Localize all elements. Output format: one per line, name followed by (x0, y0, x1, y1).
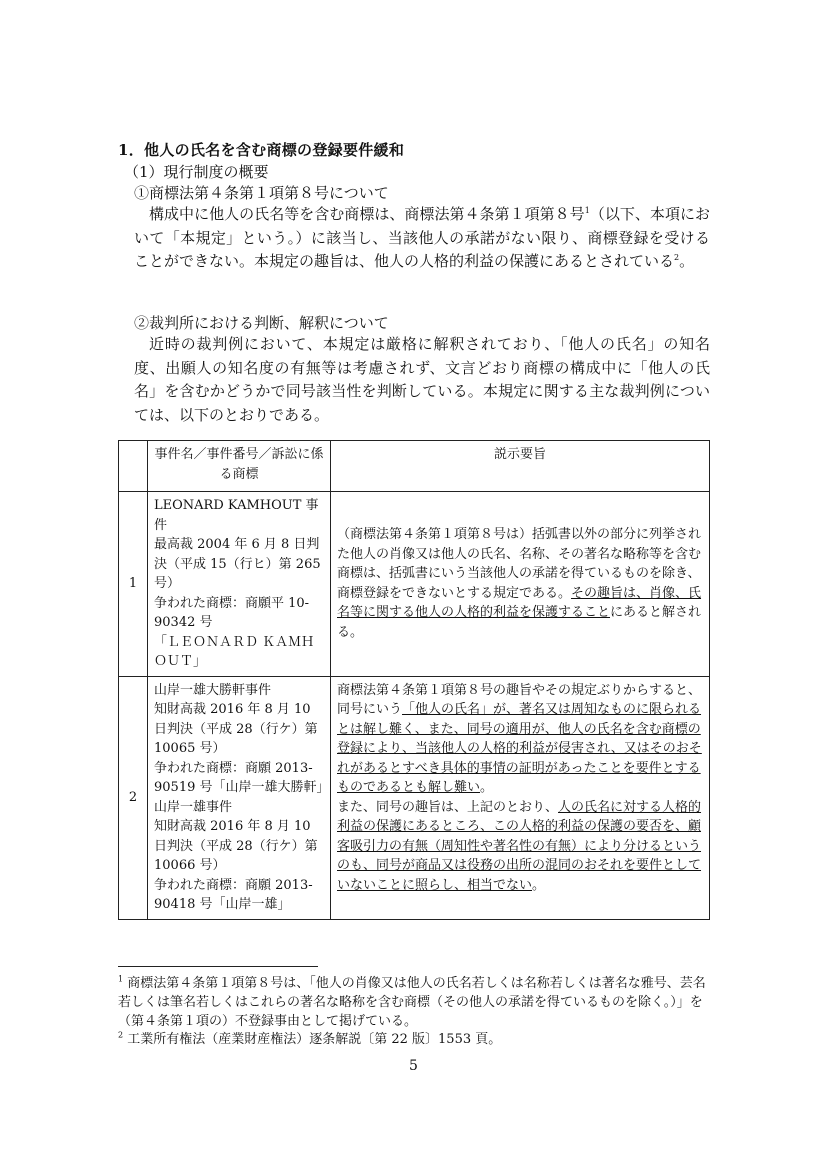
case-table (118, 440, 710, 920)
footnote-separator (118, 966, 318, 967)
item-heading-2: ②裁判所における判断、解釈について (134, 314, 389, 332)
header-summary: 説示要旨 (331, 441, 710, 492)
page-number: 5 (409, 1058, 418, 1074)
case-summary: 商標法第４条第１項第８号の趣旨やその規定ぶりからすると、同号にいう「他人の氏名」が、著名又は周知なものに限られるとは解し難く、また、同号の適用が、他人の氏名を含む商標の登録により、当該他人の人格的利益が侵害され、又はそのおそれがあるとすべき具体的事情の証明があったことを要件とするものであるとも解し難い。 また、同号の趣旨は、上記のとおり、人の氏名に対する人格的利益の保護にあるところ、この人格的利益の保護の要否を、顧客吸引力の有無（周知性や著名性の有無）により分けるというのも、同号が商品又は役務の出所の混同のおそれを要件としていないことに照らし、相当でない。 (331, 676, 710, 919)
item-heading-1: ①商標法第４条第１項第８号について (134, 184, 389, 202)
footnote-ref-2[interactable]: 2 (674, 253, 680, 262)
paragraph-1: 構成中に他人の氏名等を含む商標は、商標法第４条第１項第８号$^1$（以下、本項において「本規定」という。）に該当し、当該他人の承諾がない限り、商標登録を受けることができない。本規定の趣旨は、他人の人格的利益の保護にあるとされている$^2$。 (134, 205, 710, 270)
header-no (119, 441, 148, 492)
row-number: 1 (119, 492, 148, 677)
case-summary: （商標法第４条第１項第８号は）括弧書以外の部分に列挙された他人の肖像又は他人の氏名、名称、その著名な略称等を含む商標は、括弧書にいう当該他人の承諾を得ているものを除き、商標登録をできないとする規定である。その趣旨は、肖像、氏名等に関する他人の人格的利益を保護することにあると解される。 (331, 492, 710, 677)
table-row (119, 676, 710, 919)
table-row (119, 492, 710, 677)
footnote-2: $^2$ 工業所有権法（産業財産権法）逐条解説〔第 22 版〕1553 頁。 (118, 1030, 502, 1047)
subsection-heading: （1）現行制度の概要 (124, 163, 269, 181)
section-heading: 1．他人の氏名を含む商標の登録要件緩和 (118, 141, 405, 159)
header-case: 事件名／事件番号／訴訟に係る商標 (148, 441, 331, 492)
case-info: LEONARD KAMHOUT 事件 最高裁 2004 年 6 月 8 日判決（平成 15（行ヒ）第 265 号） 争われた商標：商願平 10-90342 号 「ＬＥＯＮＡＲＤ ＫＡＭＨＯＵＴ」 (148, 492, 331, 677)
footnote-ref-1[interactable]: 1 (584, 206, 590, 215)
row-number: 2 (119, 676, 148, 919)
case-info: 山岸一雄大勝軒事件 知財高裁 2016 年 8 月 10 日判決（平成 28（行ケ）第 10065 号） 争われた商標：商願 2013-90519 号「山岸一雄大勝軒」 山岸一雄事件 知財高裁 2016 年 8 月 10 日判決（平成 28（行ケ）第 10066 号） 争われた商標：商願 2013-90418 号「山岸一雄」 (148, 676, 331, 919)
paragraph-2: 近時の裁判例において、本規定は厳格に解釈されており、「他人の氏名」の知名度、出願人の知名度の有無等は考慮されず、文言どおり商標の構成中に「他人の氏名」を含むかどうかで同号該当性を判断している。本規定に関する主な裁判例については、以下のとおりである。 (134, 335, 710, 424)
table-header-row (119, 441, 710, 492)
footnote-1: $^1$ 商標法第４条第１項第８号は、「他人の肖像又は他人の氏名若しくは名称若しくは著名な雅号、芸名若しくは筆名若しくはこれらの著名な略称を含む商標（その他人の承諾を得ているものを除く。）」を（第４条第１項の）不登録事由として掲げている。 (118, 974, 706, 1029)
